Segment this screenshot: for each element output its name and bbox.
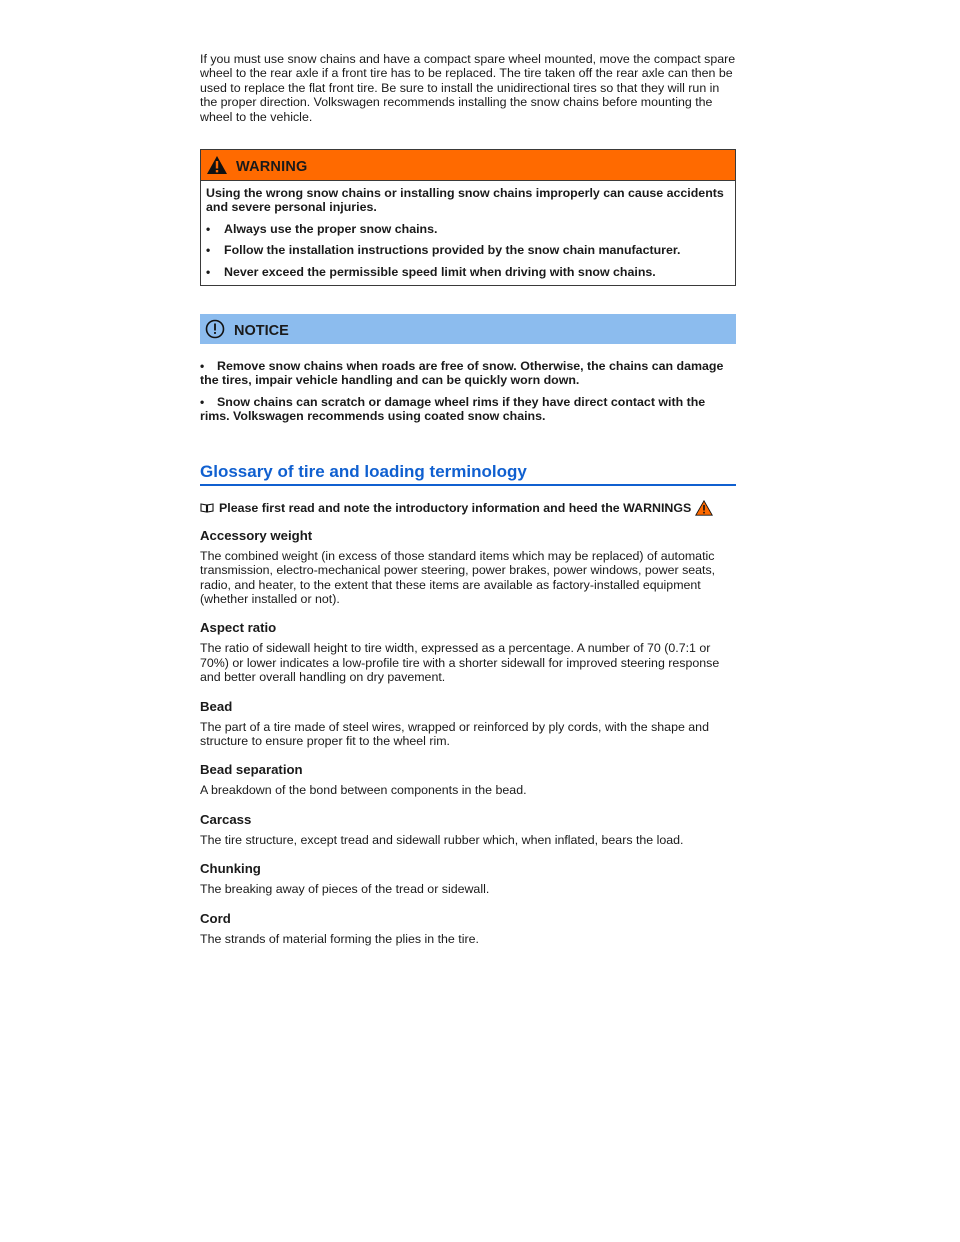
book-icon <box>200 502 214 513</box>
glossary-term <box>200 528 736 607</box>
section-heading: Glossary of tire and loading terminology <box>200 462 736 486</box>
term-title: Aspect ratio <box>200 620 277 636</box>
warning-title: WARNING <box>236 158 308 175</box>
term-title: Chunking <box>200 861 261 877</box>
term-title: Carcass <box>200 811 252 827</box>
term-definition: The breaking away of pieces of the tread or sidewall. <box>200 882 490 897</box>
warning-box <box>200 149 736 286</box>
warning-header <box>201 150 735 181</box>
term-definition: The combined weight (in excess of those standard items which may be replaced) of automatic transmission, electro-mechanical power steering, power brakes, power windows, power seats, radio, and heater, to the extent that these items are available as factory-installed equipment (whether installed or not). <box>200 548 716 606</box>
term-definition: The ratio of sidewall height to tire width, expressed as a percentage. A number of 70 (0.7:1 or 70%) or lower indicates a low-profile tire with a shorter sidewall for improved steering response and better overall handling on dry pavement. <box>200 641 720 685</box>
warning-bullet: • Never exceed the permissible speed limit when driving with snow chains. <box>206 264 656 279</box>
notice-title: NOTICE <box>234 323 289 340</box>
warning-bullet: • Follow the installation instructions provided by the snow chain manufacturer. <box>206 243 681 258</box>
glossary-term <box>200 620 736 684</box>
glossary-term <box>200 762 736 797</box>
warning-bullet: • Always use the proper snow chains. <box>206 221 438 236</box>
term-title: Accessory weight <box>200 527 313 543</box>
warning-triangle-icon <box>206 155 228 175</box>
warning-triangle-icon <box>695 500 713 516</box>
glossary-term <box>200 699 736 749</box>
term-title: Bead separation <box>200 762 303 778</box>
manual-page <box>200 52 736 946</box>
glossary-term <box>200 911 736 946</box>
notice-bullet: • Remove snow chains when roads are free of snow. Otherwise, the chains can damage the tires, impair vehicle handling and can be quickly worn down. <box>200 359 724 388</box>
notice-bullet: • Snow chains can scratch or damage wheel rims if they have direct contact with the rims. Volkswagen recommends using coated snow chains. <box>200 394 706 424</box>
read-first-note: Please first read and note the introductory information and heed the WARNINGS <box>200 500 736 516</box>
term-title: Bead <box>200 698 233 714</box>
notice-body <box>200 344 736 424</box>
exclamation-circle-icon <box>205 319 225 339</box>
term-definition: The tire structure, except tread and sidewall rubber which, when inflated, bears the load. <box>200 832 684 847</box>
intro-paragraph: If you must use snow chains and have a compact spare wheel mounted, move the compact spare wheel to the rear axle if a front tire has to be replaced. The tire taken off the rear axle can then be used to replace the flat front tire. Be sure to install the unidirectional tires so that they will run in the proper direction. Volkswagen recommends installing the snow chains before mounting the wheel to the vehicle. <box>200 52 736 124</box>
term-title: Cord <box>200 910 231 926</box>
term-definition: A breakdown of the bond between components in the bead. <box>200 783 527 798</box>
warning-body <box>201 181 735 285</box>
glossary-term <box>200 861 736 896</box>
term-definition: The part of a tire made of steel wires, wrapped or reinforced by ply cords, with the shape and structure to ensure proper fit to the wheel rim. <box>200 719 709 748</box>
term-definition: The strands of material forming the plies in the tire. <box>200 931 479 946</box>
notice-header <box>200 314 736 344</box>
glossary-term <box>200 812 736 847</box>
warning-text: Using the wrong snow chains or installing snow chains improperly can cause accidents and severe personal injuries. <box>206 186 724 215</box>
